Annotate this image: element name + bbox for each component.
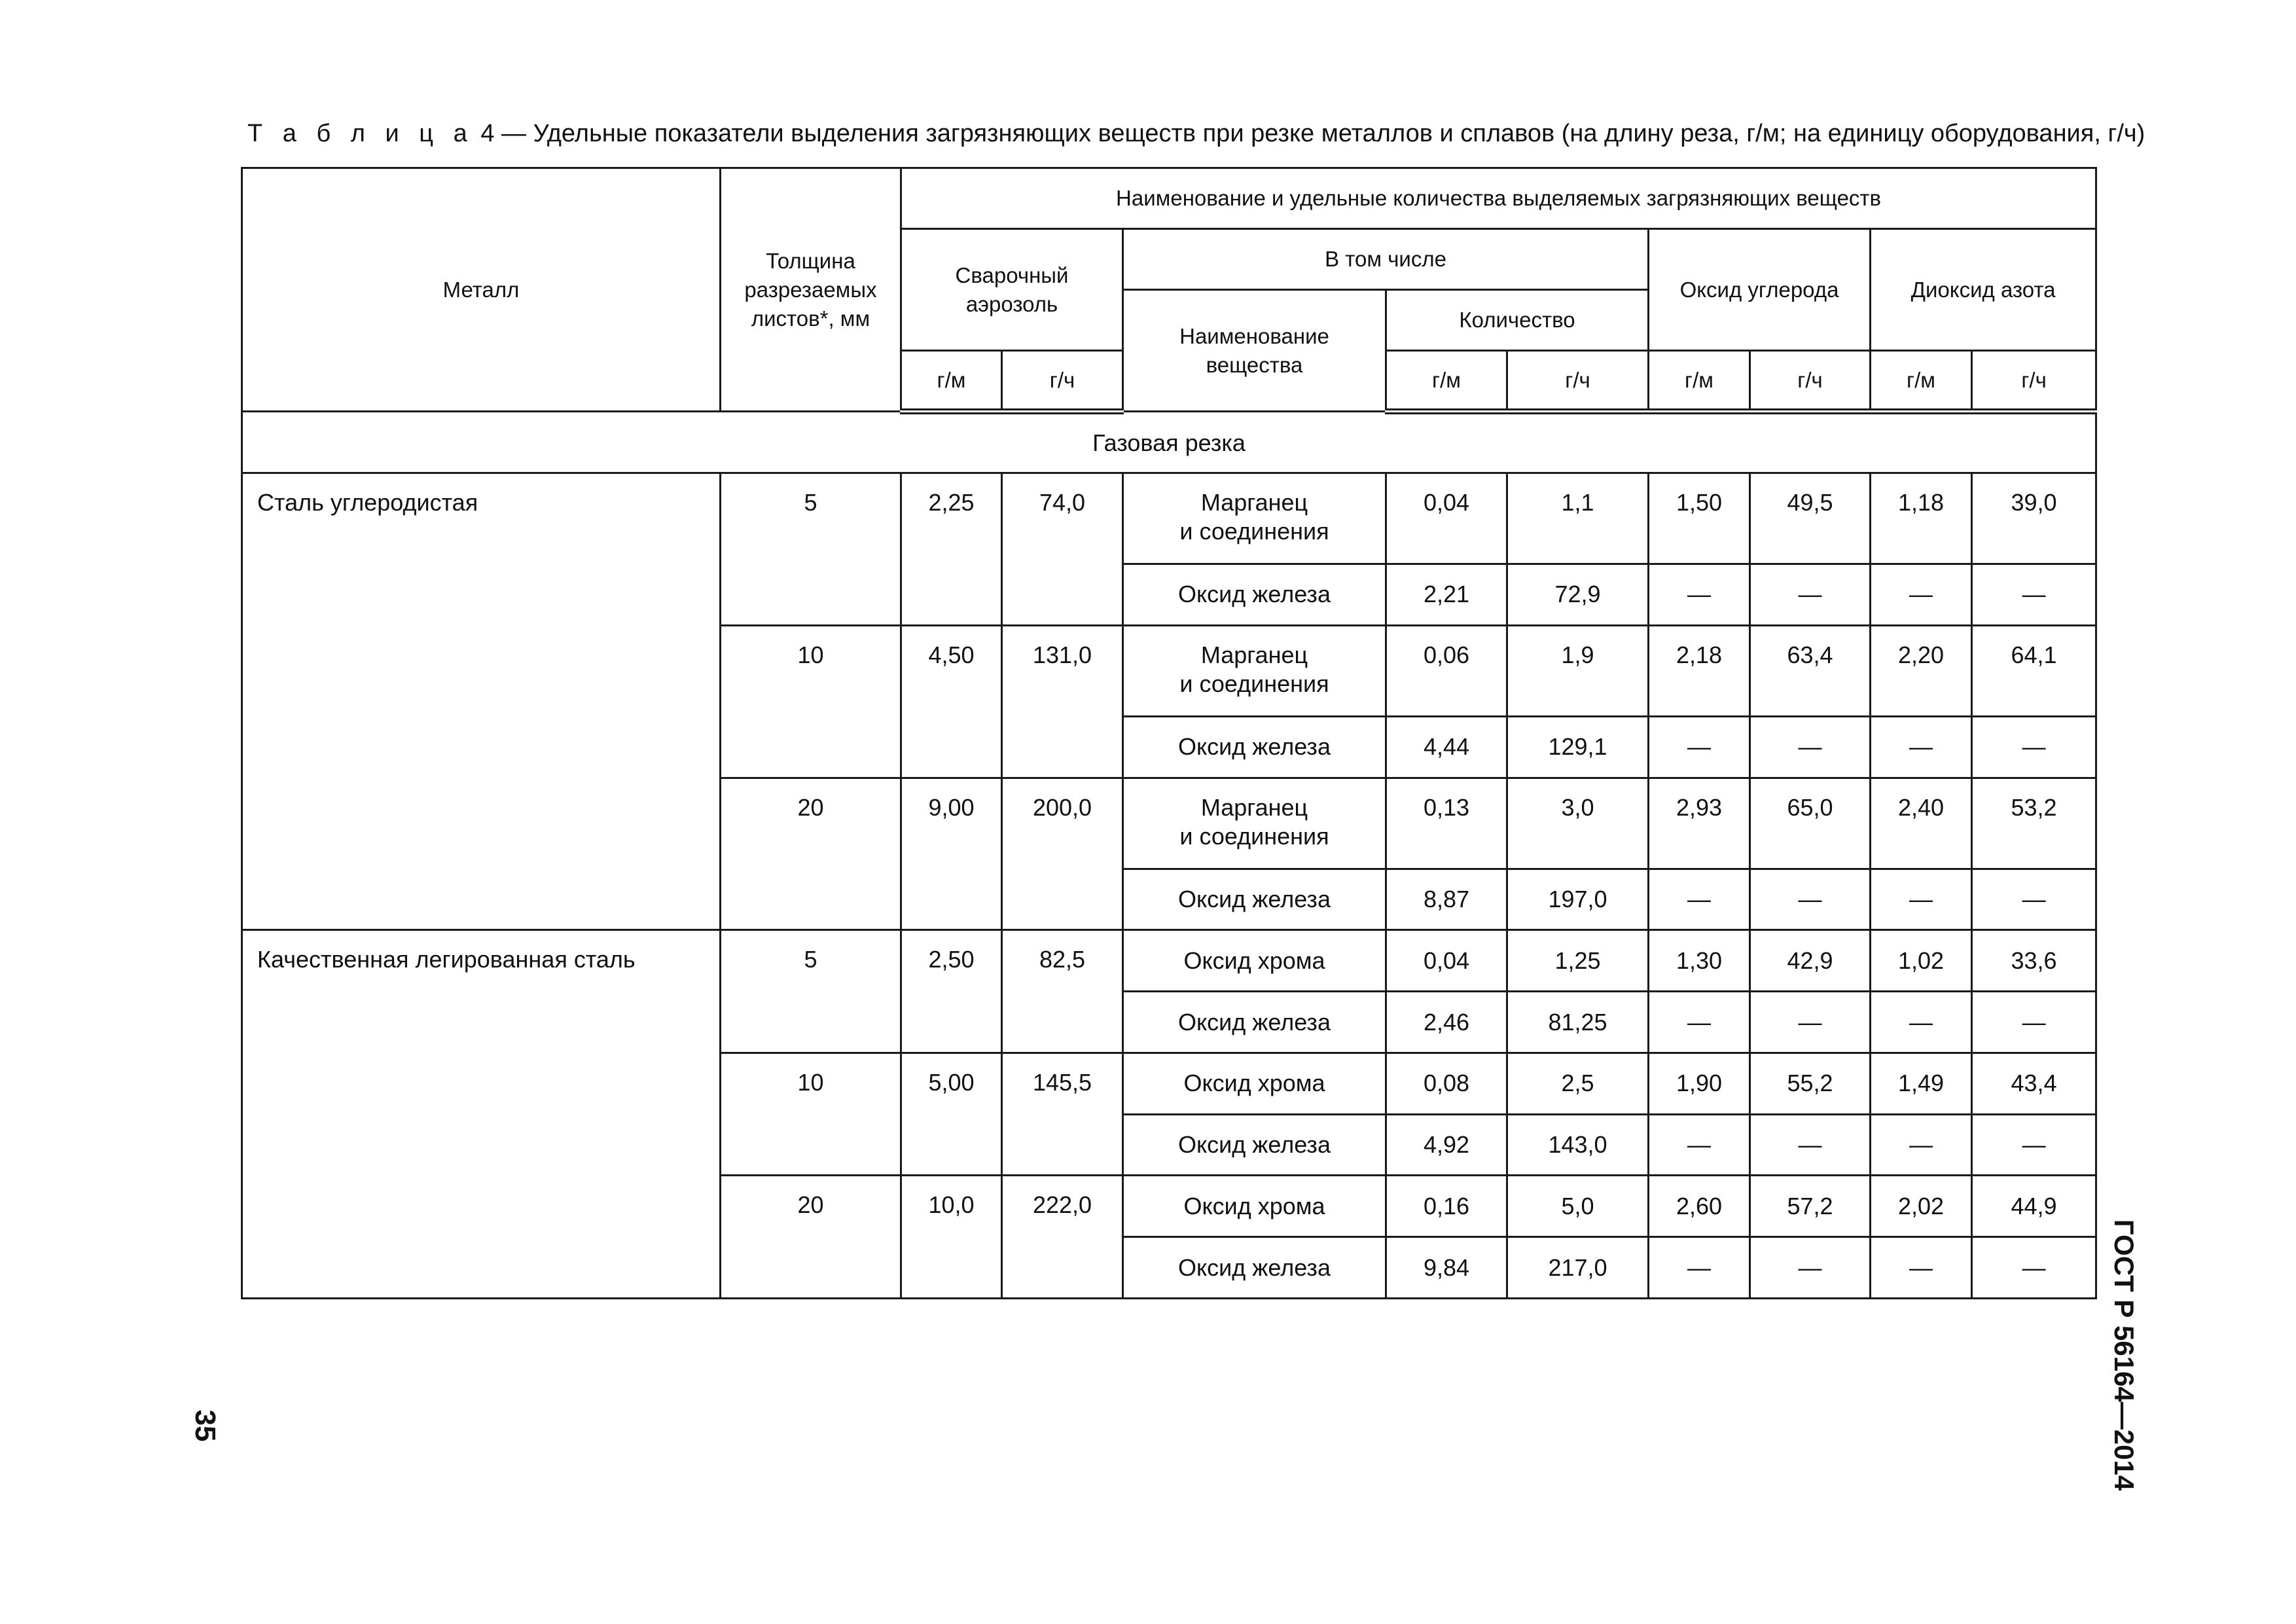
dash-cell: — — [1871, 1114, 1972, 1176]
quantity-gm-cell: 2,46 — [1386, 992, 1507, 1053]
co-gm-cell: 2,18 — [1649, 625, 1750, 716]
quantity-gm-cell: 9,84 — [1386, 1237, 1507, 1299]
aerosol-gh-cell: 145,5 — [1002, 1053, 1123, 1176]
section-row — [242, 412, 2096, 473]
quantity-gh-cell: 129,1 — [1507, 716, 1649, 778]
dash-cell: — — [1649, 716, 1750, 778]
quantity-gh-cell: 1,1 — [1507, 473, 1649, 564]
quantity-gh-cell: 2,5 — [1507, 1053, 1649, 1114]
dash-cell: — — [1750, 1114, 1871, 1176]
no2-gm-cell: 2,20 — [1871, 625, 1972, 716]
col-header-including: В том числе — [1123, 229, 1649, 290]
substance-cell: Оксид железа — [1123, 716, 1386, 778]
aerosol-gh-cell: 131,0 — [1002, 625, 1123, 778]
aerosol-gm-cell: 9,00 — [901, 778, 1002, 930]
unit-gm: г/м — [1386, 351, 1507, 412]
aerosol-gh-cell: 74,0 — [1002, 473, 1123, 625]
dash-cell: — — [1972, 869, 2096, 930]
unit-gh: г/ч — [1750, 351, 1871, 412]
quantity-gh-cell: 217,0 — [1507, 1237, 1649, 1299]
quantity-gm-cell: 0,16 — [1386, 1176, 1507, 1237]
quantity-gh-cell: 81,25 — [1507, 992, 1649, 1053]
dash-cell: — — [1871, 1237, 1972, 1299]
quantity-gh-cell: 72,9 — [1507, 564, 1649, 625]
table-row — [242, 930, 2096, 992]
aerosol-gm-cell: 4,50 — [901, 625, 1002, 778]
col-header-no2: Диоксид азота — [1871, 229, 2096, 351]
substance-cell: Марганец и соединения — [1123, 778, 1386, 869]
emissions-table — [241, 167, 2097, 1299]
table-row — [242, 473, 2096, 564]
unit-gh: г/ч — [1972, 351, 2096, 412]
dash-cell: — — [1649, 1237, 1750, 1299]
aerosol-gm-cell: 10,0 — [901, 1176, 1002, 1299]
dash-cell: — — [1972, 992, 2096, 1053]
col-header-thickness: Толщина разрезаемых листов*, мм — [721, 168, 901, 412]
no2-gh-cell: 53,2 — [1972, 778, 2096, 869]
dash-cell: — — [1871, 869, 1972, 930]
thickness-cell: 10 — [721, 1053, 901, 1176]
no2-gh-cell: 44,9 — [1972, 1176, 2096, 1237]
quantity-gh-cell: 1,9 — [1507, 625, 1649, 716]
substance-cell: Оксид железа — [1123, 1237, 1386, 1299]
unit-gm: г/м — [1649, 351, 1750, 412]
dash-cell: — — [1871, 716, 1972, 778]
no2-gm-cell: 2,02 — [1871, 1176, 1972, 1237]
col-header-pollutants: Наименование и удельные количества выделяемых загрязняющих веществ — [901, 168, 2096, 229]
unit-gm: г/м — [1871, 351, 1972, 412]
thickness-cell: 10 — [721, 625, 901, 778]
no2-gh-cell: 43,4 — [1972, 1053, 2096, 1114]
aerosol-gm-cell: 5,00 — [901, 1053, 1002, 1176]
no2-gm-cell: 2,40 — [1871, 778, 1972, 869]
substance-cell: Оксид хрома — [1123, 930, 1386, 992]
quantity-gm-cell: 0,04 — [1386, 473, 1507, 564]
quantity-gh-cell: 143,0 — [1507, 1114, 1649, 1176]
dash-cell: — — [1750, 869, 1871, 930]
substance-cell: Оксид железа — [1123, 1114, 1386, 1176]
thickness-cell: 20 — [721, 778, 901, 930]
quantity-gh-cell: 197,0 — [1507, 869, 1649, 930]
dash-cell: — — [1871, 564, 1972, 625]
table-title: 4 — Удельные показатели выделения загрязняющих веществ при резке металлов и сплавов (на длину реза, г/м; на единицу оборудования, г/ч) — [480, 120, 2145, 147]
dash-cell: — — [1750, 716, 1871, 778]
co-gh-cell: 63,4 — [1750, 625, 1871, 716]
substance-cell: Оксид хрома — [1123, 1053, 1386, 1114]
col-header-quantity: Количество — [1386, 290, 1649, 351]
co-gh-cell: 65,0 — [1750, 778, 1871, 869]
co-gm-cell: 2,93 — [1649, 778, 1750, 869]
quantity-gh-cell: 1,25 — [1507, 930, 1649, 992]
substance-cell: Оксид хрома — [1123, 1176, 1386, 1237]
dash-cell: — — [1972, 1237, 2096, 1299]
no2-gh-cell: 64,1 — [1972, 625, 2096, 716]
quantity-gm-cell: 4,44 — [1386, 716, 1507, 778]
dash-cell: — — [1649, 564, 1750, 625]
col-header-substance: Наименование вещества — [1123, 290, 1386, 412]
quantity-gm-cell: 2,21 — [1386, 564, 1507, 625]
co-gm-cell: 1,30 — [1649, 930, 1750, 992]
dash-cell: — — [1972, 716, 2096, 778]
quantity-gh-cell: 5,0 — [1507, 1176, 1649, 1237]
dash-cell: — — [1750, 1237, 1871, 1299]
thickness-cell: 5 — [721, 930, 901, 1053]
dash-cell: — — [1972, 1114, 2096, 1176]
unit-gm: г/м — [901, 351, 1002, 412]
quantity-gm-cell: 0,06 — [1386, 625, 1507, 716]
substance-cell: Оксид железа — [1123, 992, 1386, 1053]
metal-cell: Качественная легированная сталь — [242, 930, 721, 1299]
col-header-metal: Металл — [242, 168, 721, 412]
unit-gh: г/ч — [1507, 351, 1649, 412]
dash-cell: — — [1649, 1114, 1750, 1176]
metal-cell: Сталь углеродистая — [242, 473, 721, 930]
dash-cell: — — [1871, 992, 1972, 1053]
substance-cell: Оксид железа — [1123, 869, 1386, 930]
col-header-aerosol: Сварочный аэрозоль — [901, 229, 1123, 351]
aerosol-gh-cell: 200,0 — [1002, 778, 1123, 930]
co-gh-cell: 57,2 — [1750, 1176, 1871, 1237]
quantity-gm-cell: 0,13 — [1386, 778, 1507, 869]
col-header-co: Оксид углерода — [1649, 229, 1871, 351]
aerosol-gm-cell: 2,50 — [901, 930, 1002, 1053]
quantity-gh-cell: 3,0 — [1507, 778, 1649, 869]
quantity-gm-cell: 4,92 — [1386, 1114, 1507, 1176]
table-caption — [247, 118, 2145, 149]
co-gh-cell: 42,9 — [1750, 930, 1871, 992]
table-label: Т а б л и ц а — [247, 120, 474, 147]
unit-gh: г/ч — [1002, 351, 1123, 412]
co-gm-cell: 2,60 — [1649, 1176, 1750, 1237]
dash-cell: — — [1649, 869, 1750, 930]
section-title: Газовая резка — [242, 412, 2096, 473]
substance-cell: Марганец и соединения — [1123, 625, 1386, 716]
aerosol-gh-cell: 82,5 — [1002, 930, 1123, 1053]
header-row-1 — [242, 168, 2096, 229]
dash-cell: — — [1750, 992, 1871, 1053]
substance-cell: Оксид железа — [1123, 564, 1386, 625]
thickness-cell: 5 — [721, 473, 901, 625]
dash-cell: — — [1972, 564, 2096, 625]
thickness-cell: 20 — [721, 1176, 901, 1299]
co-gh-cell: 49,5 — [1750, 473, 1871, 564]
aerosol-gm-cell: 2,25 — [901, 473, 1002, 625]
substance-cell: Марганец и соединения — [1123, 473, 1386, 564]
no2-gh-cell: 33,6 — [1972, 930, 2096, 992]
no2-gm-cell: 1,18 — [1871, 473, 1972, 564]
page-number: 35 — [189, 1409, 221, 1442]
quantity-gm-cell: 0,04 — [1386, 930, 1507, 992]
no2-gm-cell: 1,49 — [1871, 1053, 1972, 1114]
dash-cell: — — [1649, 992, 1750, 1053]
dash-cell: — — [1750, 564, 1871, 625]
quantity-gm-cell: 8,87 — [1386, 869, 1507, 930]
no2-gh-cell: 39,0 — [1972, 473, 2096, 564]
table-container — [241, 167, 2095, 1299]
co-gh-cell: 55,2 — [1750, 1053, 1871, 1114]
no2-gm-cell: 1,02 — [1871, 930, 1972, 992]
aerosol-gh-cell: 222,0 — [1002, 1176, 1123, 1299]
co-gm-cell: 1,90 — [1649, 1053, 1750, 1114]
quantity-gm-cell: 0,08 — [1386, 1053, 1507, 1114]
co-gm-cell: 1,50 — [1649, 473, 1750, 564]
standard-designation: ГОСТ Р 56164—2014 — [2109, 1219, 2140, 1491]
